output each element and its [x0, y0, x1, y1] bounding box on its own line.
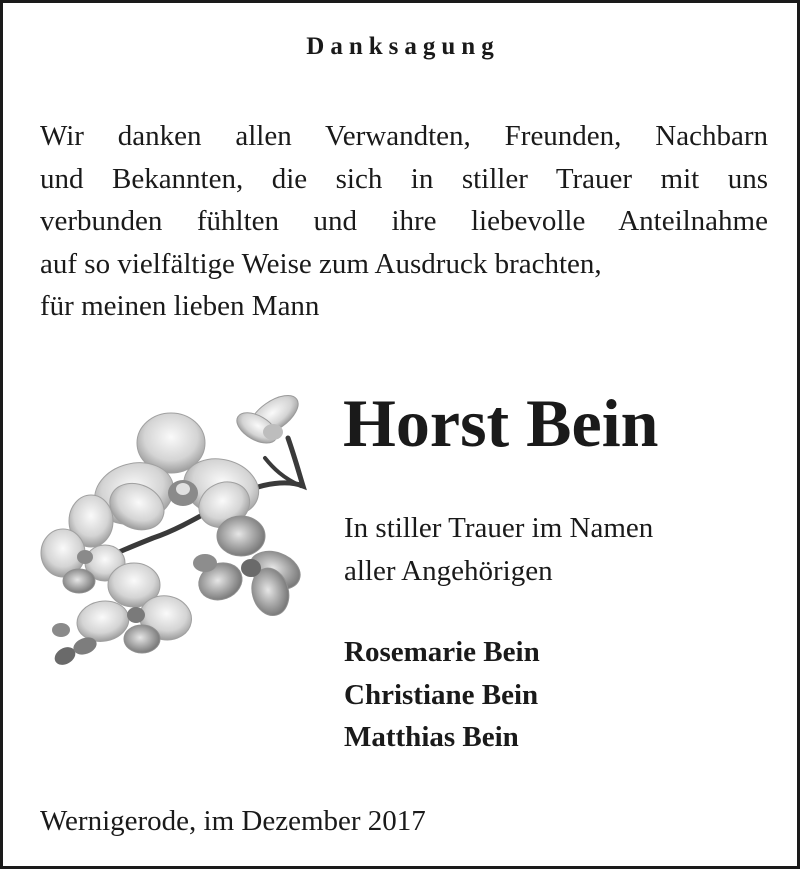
- signoff-line: In stiller Trauer im Namen: [344, 512, 654, 544]
- thank-you-line: für meinen lieben Mann: [40, 290, 320, 322]
- deceased-name: Horst Bein: [343, 385, 659, 461]
- orchid-icon: [33, 388, 323, 678]
- mourner-list: [344, 631, 540, 759]
- thank-you-line: und Bekannten, die sich in stiller Trauer mit uns: [40, 162, 768, 195]
- mourner-name: Matthias Bein: [344, 721, 519, 753]
- notice-heading: Danksagung: [306, 33, 500, 60]
- mourning-signoff: [344, 507, 653, 592]
- thank-you-line: auf so vielfältige Weise zum Ausdruck brachten,: [40, 247, 602, 280]
- place-and-date: Wernigerode, im Dezember 2017: [40, 805, 426, 837]
- mourner-name: Christiane Bein: [344, 678, 539, 711]
- thank-you-line: Wir danken allen Verwandten, Freunden, Nachbarn: [40, 120, 768, 152]
- thank-you-line: verbunden fühlten und ihre liebevolle Anteilnahme: [40, 205, 768, 237]
- mourner-name: Rosemarie Bein: [344, 636, 540, 668]
- thank-you-text: [40, 115, 768, 328]
- signoff-line: aller Angehörigen: [344, 554, 553, 587]
